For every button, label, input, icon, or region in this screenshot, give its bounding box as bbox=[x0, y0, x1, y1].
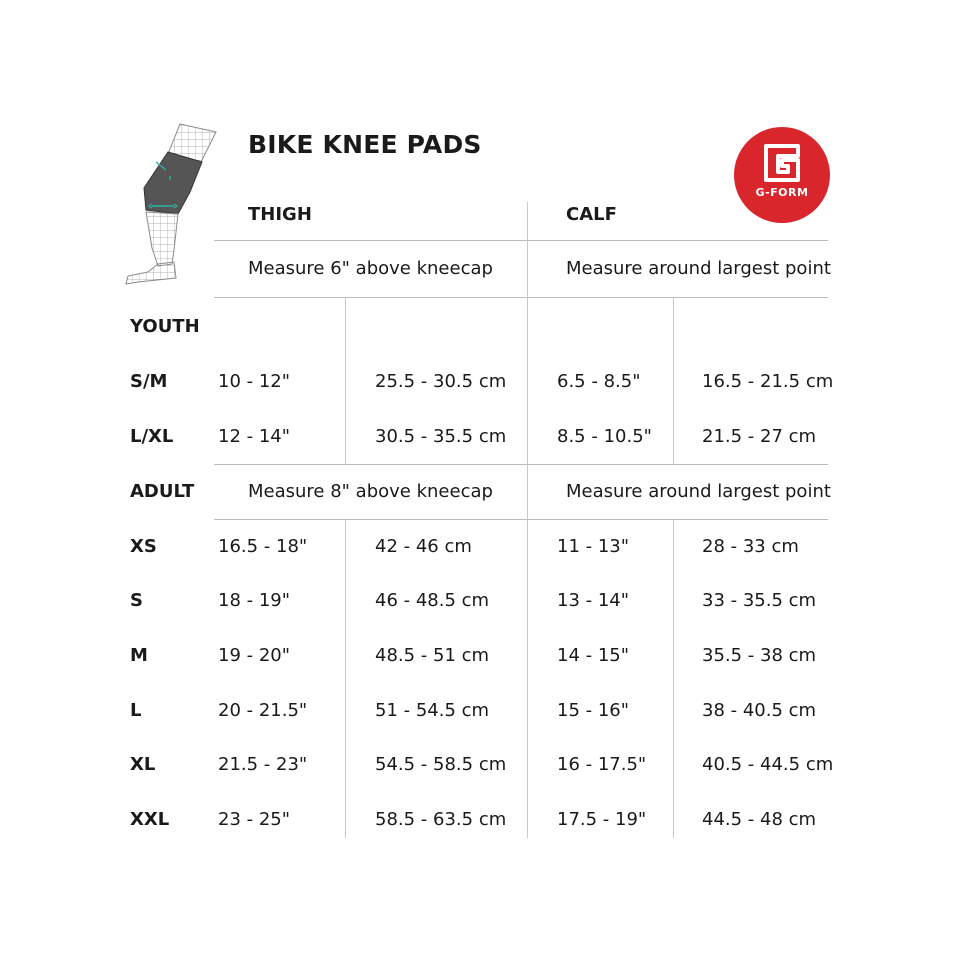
calf-inches: 14 - 15" bbox=[557, 645, 630, 666]
calf-inches: 11 - 13" bbox=[557, 536, 630, 557]
size-label: XL bbox=[130, 754, 156, 775]
adult-label: ADULT bbox=[130, 481, 195, 502]
size-label: M bbox=[130, 645, 148, 666]
adult-thigh-note: Measure 8" above kneecap bbox=[248, 481, 493, 502]
calf-cm: 38 - 40.5 cm bbox=[702, 700, 817, 721]
thigh-cm: 46 - 48.5 cm bbox=[375, 590, 490, 611]
calf-inches: 13 - 14" bbox=[557, 590, 630, 611]
thigh-cm: 25.5 - 30.5 cm bbox=[375, 371, 507, 392]
size-label: XXL bbox=[130, 809, 170, 830]
thigh-cm: 48.5 - 51 cm bbox=[375, 645, 490, 666]
column-divider bbox=[345, 298, 346, 464]
calf-header: CALF bbox=[566, 204, 617, 225]
calf-inches: 8.5 - 10.5" bbox=[557, 426, 652, 447]
column-divider bbox=[345, 520, 346, 838]
calf-cm: 28 - 33 cm bbox=[702, 536, 799, 557]
size-label: S bbox=[130, 590, 143, 611]
calf-inches: 16 - 17.5" bbox=[557, 754, 647, 775]
divider bbox=[214, 297, 828, 298]
calf-cm: 35.5 - 38 cm bbox=[702, 645, 817, 666]
column-divider bbox=[673, 520, 674, 838]
thigh-inches: 16.5 - 18" bbox=[218, 536, 308, 557]
calf-inches: 17.5 - 19" bbox=[557, 809, 647, 830]
thigh-inches: 12 - 14" bbox=[218, 426, 291, 447]
calf-inches: 6.5 - 8.5" bbox=[557, 371, 641, 392]
size-label: L bbox=[130, 700, 142, 721]
youth-calf-note: Measure around largest point bbox=[566, 258, 831, 279]
divider bbox=[214, 519, 828, 520]
thigh-inches: 10 - 12" bbox=[218, 371, 291, 392]
size-label: L/XL bbox=[130, 426, 174, 447]
divider bbox=[214, 464, 828, 465]
calf-cm: 16.5 - 21.5 cm bbox=[702, 371, 834, 392]
page-title: BIKE KNEE PADS bbox=[248, 130, 482, 159]
thigh-cm: 30.5 - 35.5 cm bbox=[375, 426, 507, 447]
logo-text: G-FORM bbox=[755, 186, 809, 199]
size-label: S/M bbox=[130, 371, 168, 392]
column-divider bbox=[527, 202, 528, 838]
youth-thigh-note: Measure 6" above kneecap bbox=[248, 258, 493, 279]
thigh-inches: 20 - 21.5" bbox=[218, 700, 308, 721]
thigh-cm: 42 - 46 cm bbox=[375, 536, 472, 557]
thigh-inches: 19 - 20" bbox=[218, 645, 291, 666]
thigh-inches: 21.5 - 23" bbox=[218, 754, 308, 775]
thigh-inches: 18 - 19" bbox=[218, 590, 291, 611]
divider bbox=[214, 240, 828, 241]
thigh-cm: 51 - 54.5 cm bbox=[375, 700, 490, 721]
adult-calf-note: Measure around largest point bbox=[566, 481, 831, 502]
thigh-cm: 58.5 - 63.5 cm bbox=[375, 809, 507, 830]
calf-inches: 15 - 16" bbox=[557, 700, 630, 721]
thigh-header: THIGH bbox=[248, 204, 312, 225]
calf-cm: 21.5 - 27 cm bbox=[702, 426, 817, 447]
calf-cm: 40.5 - 44.5 cm bbox=[702, 754, 834, 775]
calf-cm: 33 - 35.5 cm bbox=[702, 590, 817, 611]
size-label: XS bbox=[130, 536, 157, 557]
g-form-logo-icon bbox=[734, 127, 830, 223]
calf-cm: 44.5 - 48 cm bbox=[702, 809, 817, 830]
youth-label: YOUTH bbox=[130, 316, 200, 337]
column-divider bbox=[673, 298, 674, 464]
thigh-inches: 23 - 25" bbox=[218, 809, 291, 830]
thigh-cm: 54.5 - 58.5 cm bbox=[375, 754, 507, 775]
knee-pad-leg-illustration-icon bbox=[118, 118, 228, 290]
